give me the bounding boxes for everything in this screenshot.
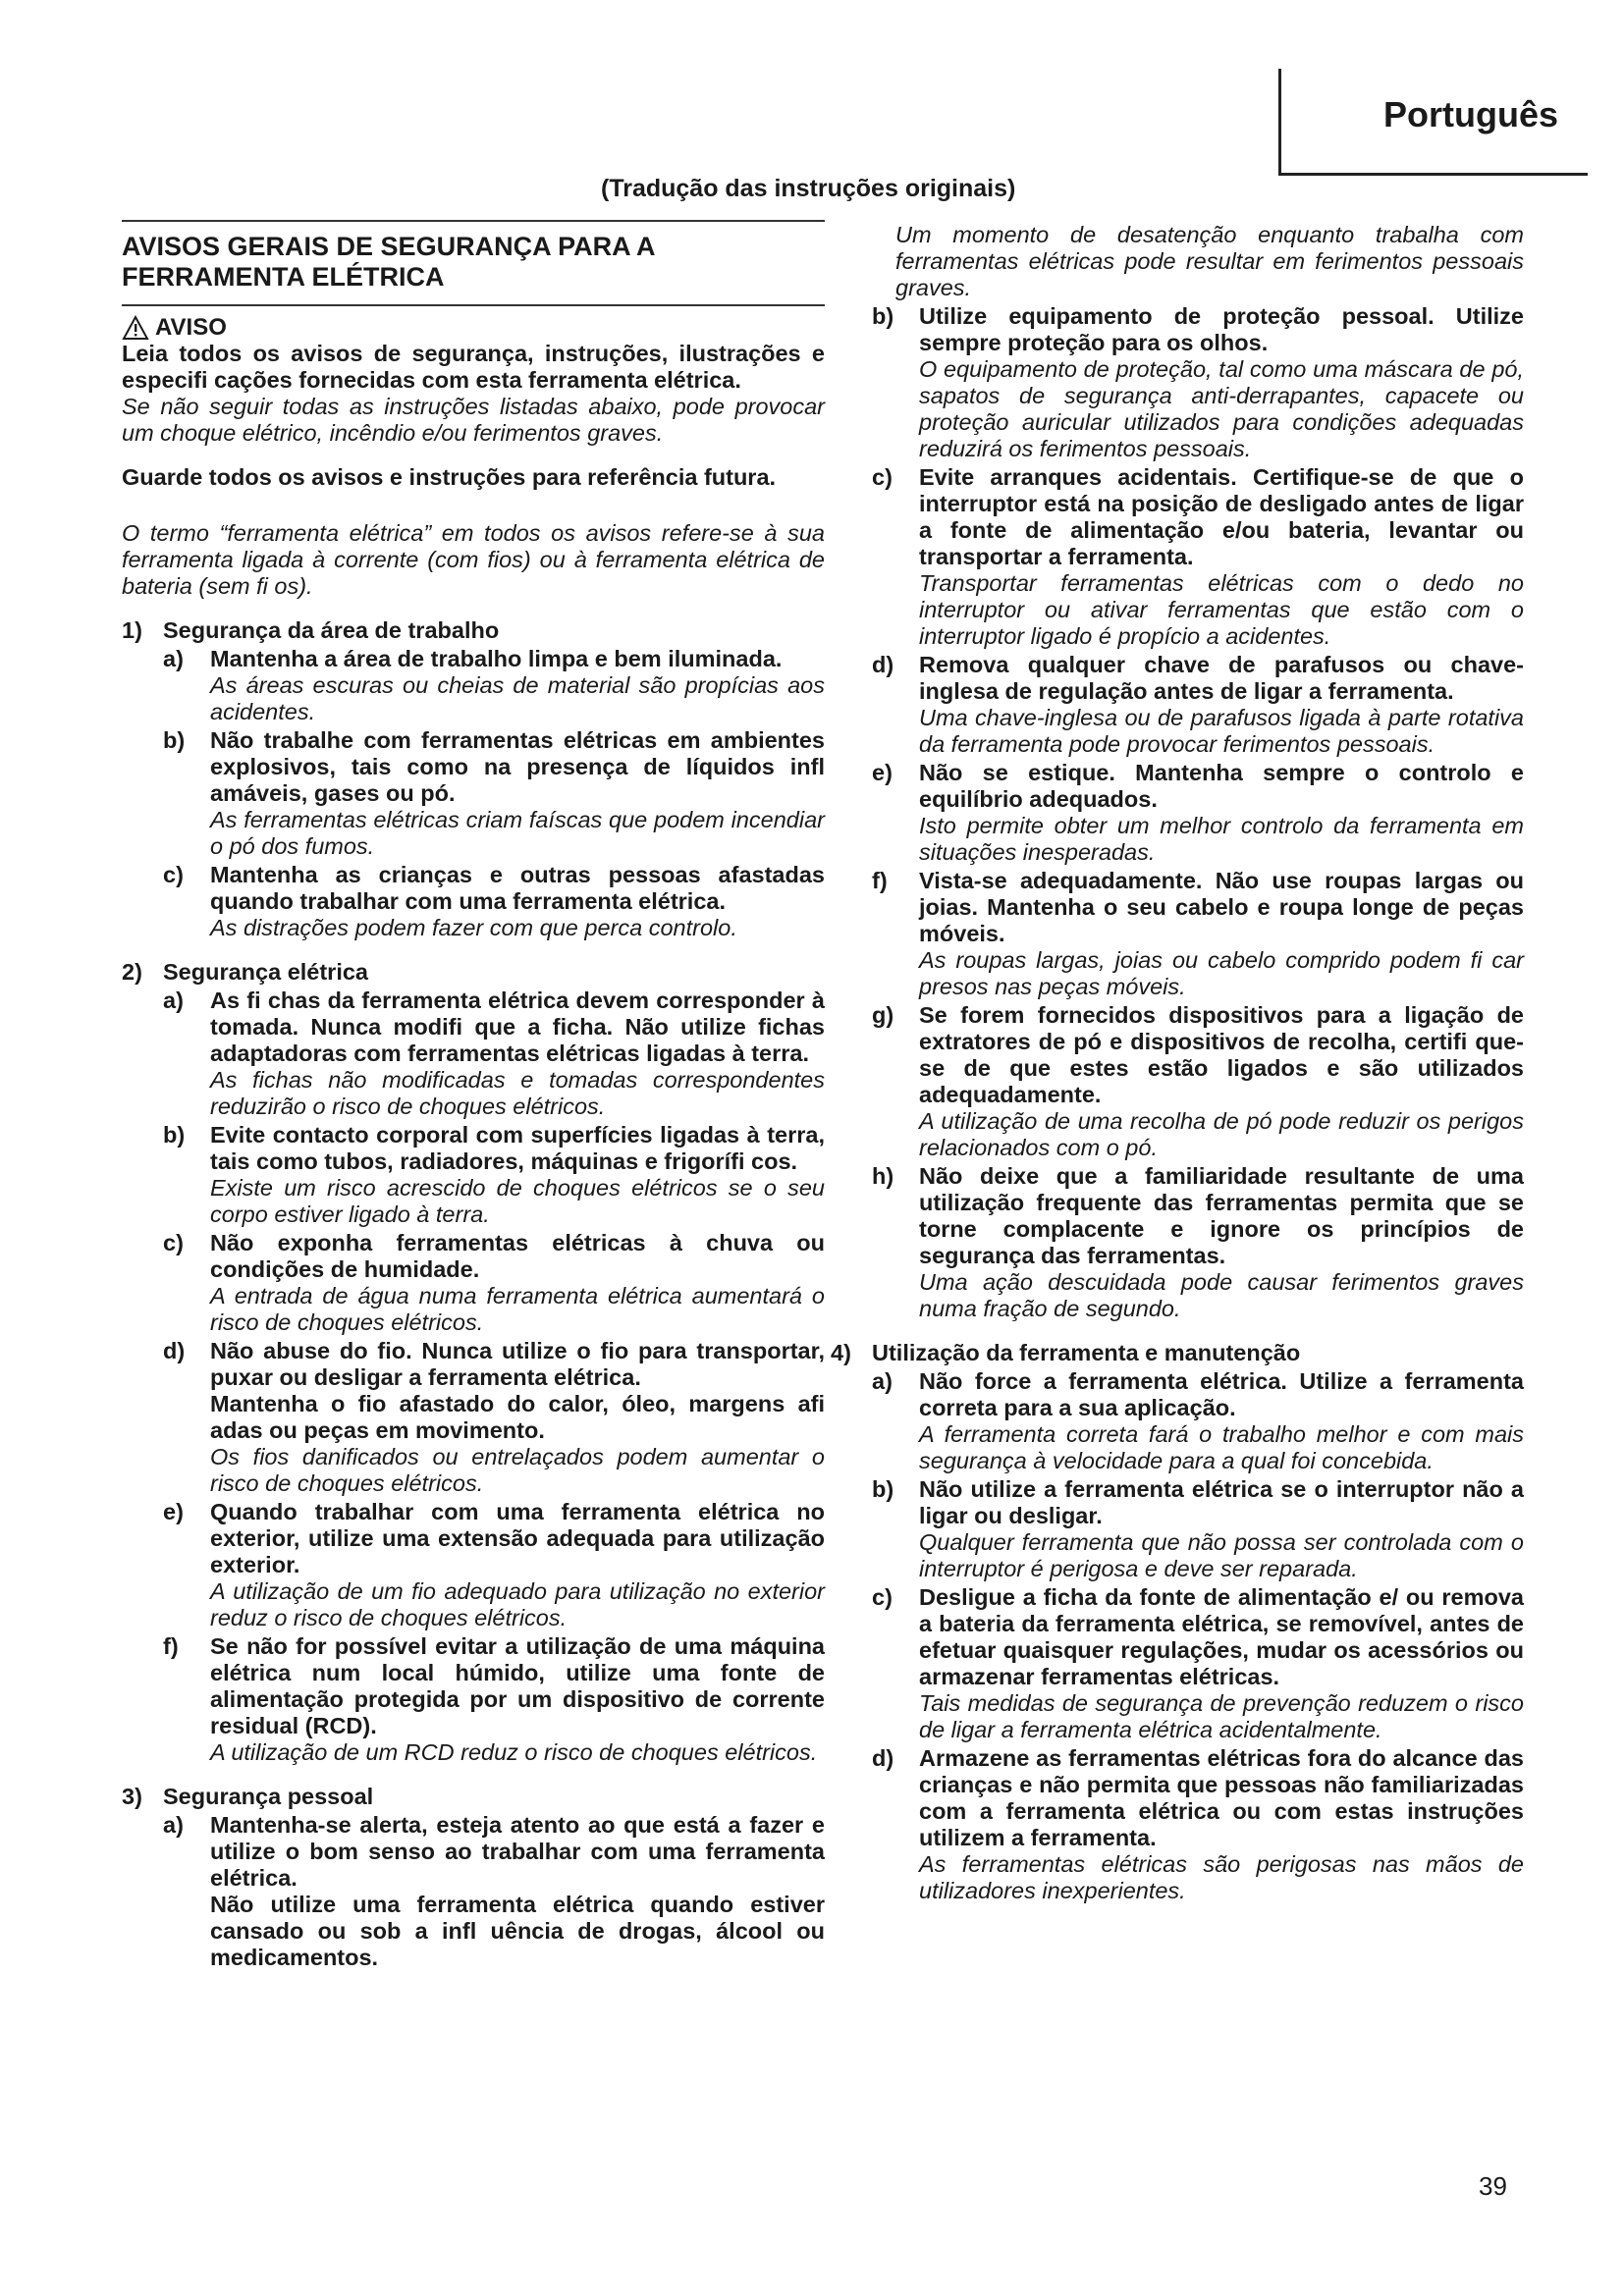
item-instruction: Mantenha a área de trabalho limpa e bem iluminada. (210, 646, 783, 671)
section-number: 4) (831, 1340, 851, 1365)
item-letter: b) (163, 727, 186, 753)
page-number: 39 (1479, 2171, 1507, 2201)
item-instruction: Não trabalhe com ferramentas elétricas em ambientes explosivos, tais como na presença de líquidos infl amáveis, gases ou pó. (210, 727, 825, 806)
section-heading (122, 959, 825, 986)
item-instruction: Não se estique. Mantenha sempre o controlo e equilíbrio adequados. (919, 760, 1524, 812)
item-instruction: Não force a ferramenta elétrica. Utilize a ferramenta correta para a sua aplicação. (919, 1368, 1524, 1420)
left-column (122, 220, 825, 1971)
item-explanation: As fichas não modificadas e tomadas correspondentes reduzirão o risco de choques elétricos. (210, 1067, 825, 1119)
warning-consequence: Se não seguir todas as instruções listadas abaixo, pode provocar um choque elétrico, incêndio e/ou ferimentos graves. (122, 394, 825, 446)
list-item (163, 646, 825, 725)
item-letter: e) (163, 1499, 184, 1524)
warning-header (122, 314, 825, 341)
list-item (163, 1633, 825, 1766)
list-item (872, 1584, 1524, 1743)
warning-text: Leia todos os avisos de segurança, instruções, ilustrações e especifi cações fornecidas com esta ferramenta elétrica. (122, 341, 825, 393)
item-explanation: Tais medidas de segurança de prevenção reduzem o risco de ligar a ferramenta elétrica acidentalmente. (919, 1690, 1524, 1742)
section-title: Segurança elétrica (163, 959, 368, 985)
item-letter: c) (872, 1584, 893, 1610)
item-instruction: Mantenha as crianças e outras pessoas afastadas quando trabalhar com uma ferramenta elétrica. (210, 862, 825, 914)
document-subtitle: (Tradução das instruções originais) (601, 175, 1016, 202)
section-number: 2) (122, 959, 142, 985)
item-explanation: Uma ação descuidada pode causar ferimentos graves numa fração de segundo. (919, 1269, 1524, 1321)
item-letter: b) (872, 1476, 894, 1502)
list-item (163, 1499, 825, 1631)
list-item (872, 1745, 1524, 1904)
list-item (163, 1122, 825, 1228)
item-letter: f) (163, 1633, 179, 1659)
item-instruction-extra: Mantenha o fio afastado do calor, óleo, margens afi adas ou peças em movimento. (210, 1391, 825, 1443)
item-letter: b) (872, 303, 894, 329)
item-instruction: Desligue a ficha da fonte de alimentação e/ ou remova a bateria da ferramenta elétrica, se removível, antes de efetuar quaisquer regulações, mudar os acessórios ou armazenar ferramentas elétricas. (919, 1584, 1524, 1689)
item-explanation: Qualquer ferramenta que não possa ser controlada com o interruptor é perigosa e deve ser reparada. (919, 1529, 1524, 1581)
item-letter: c) (163, 1230, 184, 1255)
warning-label: AVISO (155, 314, 227, 341)
item-explanation: A entrada de água numa ferramenta elétrica aumentará o risco de choques elétricos. (210, 1283, 825, 1335)
item-instruction: Mantenha-se alerta, esteja atento ao que está a fazer e utilize o bom senso ao trabalhar com uma ferramenta elétrica. (210, 1812, 825, 1891)
section-title: Segurança pessoal (163, 1784, 374, 1809)
section-heading (122, 617, 825, 644)
item-explanation: As ferramentas elétricas criam faíscas que podem incendiar o pó dos fumos. (210, 807, 825, 859)
item-letter: f) (872, 868, 888, 893)
list-item (872, 1368, 1524, 1474)
item-instruction: Vista-se adequadamente. Não use roupas largas ou joias. Mantenha o seu cabelo e roupa longe de peças móveis. (919, 868, 1524, 946)
item-explanation: Transportar ferramentas elétricas com o dedo no interruptor ou ativar ferramentas que estão com o interruptor ligado é propício a acidentes. (919, 570, 1524, 649)
item-instruction: Se forem fornecidos dispositivos para a ligação de extratores de pó e dispositivos de recolha, certifi que-se de que estes estão ligados e são utilizados adequadamente. (919, 1002, 1524, 1107)
keep-instructions: Guarde todos os avisos e instruções para referência futura. (122, 464, 777, 490)
list-item (872, 652, 1524, 758)
list-item (163, 862, 825, 941)
language-label: Português (1382, 94, 1558, 134)
list-item (163, 727, 825, 860)
item-explanation: As distrações podem fazer com que perca controlo. (210, 915, 737, 940)
item-explanation: As ferramentas elétricas são perigosas nas mãos de utilizadores inexperientes. (919, 1851, 1524, 1903)
item-letter: d) (872, 1745, 894, 1771)
list-item (163, 988, 825, 1120)
list-item (872, 303, 1524, 462)
item-explanation: A utilização de um RCD reduz o risco de choques elétricos. (210, 1739, 818, 1765)
item-instruction: Se não for possível evitar a utilização de uma máquina elétrica num local húmido, utilize uma fonte de alimentação protegida por um dispositivo de corrente residual (RCD). (210, 1633, 825, 1738)
item-instruction: Não abuse do fio. Nunca utilize o fio para transportar, puxar ou desligar a ferramenta elétrica. (210, 1338, 825, 1390)
item-letter: b) (163, 1122, 186, 1148)
section-title: Segurança da área de trabalho (163, 617, 500, 643)
list-item (872, 868, 1524, 1000)
item-letter: a) (163, 988, 184, 1013)
list-item (872, 760, 1524, 866)
item-instruction: Quando trabalhar com uma ferramenta elétrica no exterior, utilize uma extensão adequada para utilização exterior. (210, 1499, 825, 1577)
item-letter: g) (872, 1002, 894, 1028)
item-instruction: Não deixe que a familiaridade resultante de uma utilização frequente das ferramentas permita que se torne complacente e ignore os princípios de segurança das ferramentas. (919, 1163, 1524, 1268)
item-explanation: Existe um risco acrescido de choques elétricos se o seu corpo estiver ligado à terra. (210, 1175, 825, 1227)
term-definition: O termo “ferramenta elétrica” em todos os avisos refere-se à sua ferramenta ligada à corrente (com fios) ou à ferramenta elétrica de bateria (sem fi os). (122, 520, 825, 599)
item-letter: a) (163, 1812, 184, 1838)
item-instruction: Não utilize a ferramenta elétrica se o interruptor não a ligar ou desligar. (919, 1476, 1524, 1528)
item-explanation: Os fios danificados ou entrelaçados podem aumentar o risco de choques elétricos. (210, 1444, 825, 1496)
section-number: 3) (122, 1784, 142, 1809)
item-letter: c) (872, 464, 893, 490)
list-item (163, 1812, 825, 1971)
list-item (872, 464, 1524, 650)
section-heading (122, 1784, 825, 1810)
list-item (872, 1476, 1524, 1582)
item-letter: a) (163, 646, 184, 671)
list-item (872, 1002, 1524, 1161)
item-letter: e) (872, 760, 893, 785)
item-explanation: Uma chave-inglesa ou de parafusos ligada à parte rotativa da ferramenta pode provocar ferimentos pessoais. (919, 705, 1524, 757)
item-explanation: As roupas largas, joias ou cabelo comprido podem fi car presos nas peças móveis. (919, 947, 1524, 999)
list-item (872, 1163, 1524, 1322)
item-instruction-extra: Não utilize uma ferramenta elétrica quando estiver cansado ou sob a infl uência de drogas, álcool ou medicamentos. (210, 1892, 825, 1970)
item-letter: c) (163, 862, 184, 887)
item-instruction: Remova qualquer chave de parafusos ou chave-inglesa de regulação antes de ligar a ferramenta. (919, 652, 1524, 704)
item-explanation: Isto permite obter um melhor controlo da ferramenta em situações inesperadas. (919, 813, 1524, 865)
section-heading (831, 1340, 1524, 1366)
list-item (163, 1230, 825, 1336)
section-title: Utilização da ferramenta e manutenção (872, 1340, 1301, 1365)
warning-triangle-icon (122, 315, 149, 341)
item-instruction: Evite arranques acidentais. Certifique-se de que o interruptor está na posição de desligado antes de ligar a fonte de alimentação e/ou bateria, levantar ou transportar a ferramenta. (919, 464, 1524, 569)
item-explanation: A ferramenta correta fará o trabalho melhor e com mais segurança à velocidade para a qual foi concebida. (919, 1421, 1524, 1473)
item-letter: d) (163, 1338, 186, 1363)
section-number: 1) (122, 617, 142, 643)
item-letter: d) (872, 652, 894, 677)
page-heading: AVISOS GERAIS DE SEGURANÇA PARA A FERRAMENTA ELÉTRICA (122, 220, 825, 306)
item-explanation: Um momento de desatenção enquanto trabalha com ferramentas elétricas pode resultar em ferimentos pessoais graves. (895, 222, 1524, 300)
item-explanation: O equipamento de proteção, tal como uma máscara de pó, sapatos de segurança anti-derrapantes, capacete ou proteção auricular utilizados para condições adequadas reduzirá os ferimentos pessoais. (919, 356, 1524, 461)
item-letter: a) (872, 1368, 893, 1394)
item-explanation: A utilização de uma recolha de pó pode reduzir os perigos relacionados com o pó. (919, 1108, 1524, 1160)
item-instruction: Evite contacto corporal com superfícies ligadas à terra, tais como tubos, radiadores, máquinas e frigorífi cos. (210, 1122, 825, 1174)
right-column (831, 222, 1524, 1904)
item-letter: h) (872, 1163, 894, 1189)
item-instruction: Armazene as ferramentas elétricas fora do alcance das crianças e não permita que pessoas não familiarizadas com a ferramenta elétrica ou com estas instruções utilizem a ferramenta. (919, 1745, 1524, 1850)
language-tab (1278, 69, 1588, 176)
item-instruction: Não exponha ferramentas elétricas à chuva ou condições de humidade. (210, 1230, 825, 1282)
list-item (163, 1338, 825, 1497)
item-explanation: As áreas escuras ou cheias de material são propícias aos acidentes. (210, 672, 825, 724)
item-instruction: Utilize equipamento de proteção pessoal. Utilize sempre proteção para os olhos. (919, 303, 1524, 355)
item-explanation: A utilização de um fio adequado para utilização no exterior reduz o risco de choques elétricos. (210, 1578, 825, 1630)
item-instruction: As fi chas da ferramenta elétrica devem corresponder à tomada. Nunca modifi que a ficha. Não utilize fichas adaptadoras com ferramentas elétricas ligadas à terra. (210, 988, 825, 1066)
